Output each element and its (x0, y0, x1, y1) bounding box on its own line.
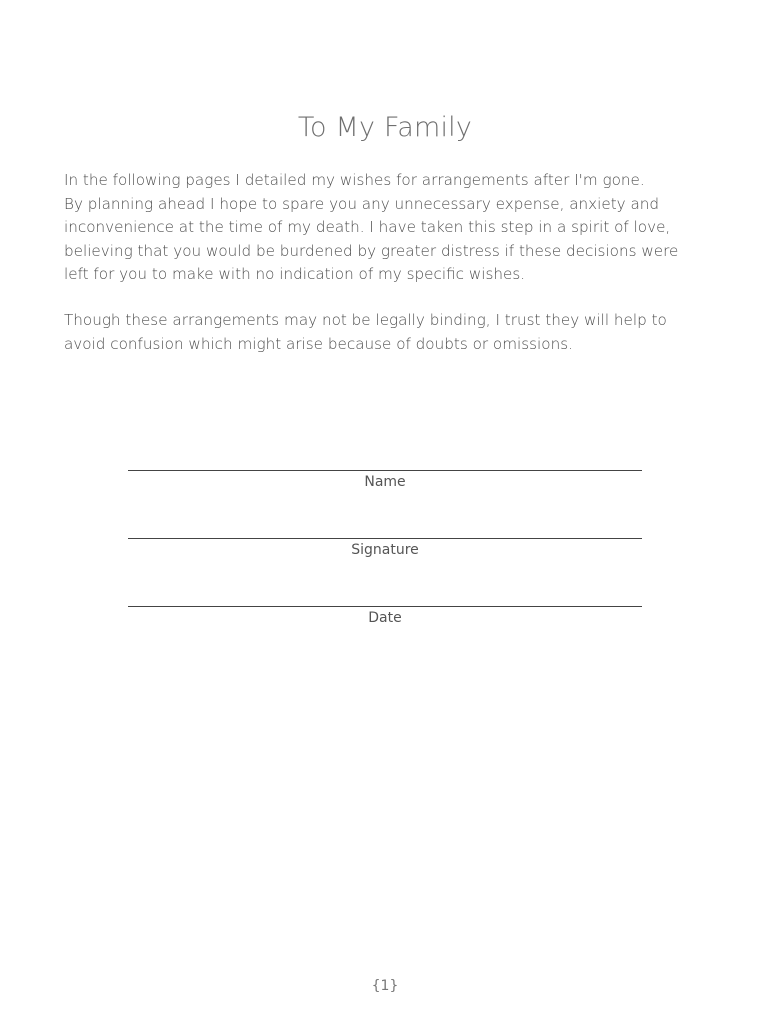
paragraph-line: In the following pages I detailed my wishes for arrangements after I'm gone. (64, 171, 645, 189)
paragraph-line: believing that you would be burdened by greater distress if these decisions were (64, 241, 679, 260)
page-title: To My Family (297, 112, 473, 143)
date-field[interactable] (128, 606, 642, 626)
date-field-line (128, 606, 642, 607)
name-field[interactable] (128, 470, 642, 490)
signature-label: Signature (351, 542, 419, 558)
signature-field[interactable] (128, 538, 642, 558)
name-label: Name (364, 474, 406, 490)
page-number: {1} (371, 978, 399, 994)
paragraph-line: By planning ahead I hope to spare you any unnecessary expense, anxiety and (64, 194, 660, 213)
paragraph-line: left for you to make with no indication of my specific wishes. (64, 265, 526, 283)
paragraph-line: Though these arrangements may not be legally binding, I trust they will help to (64, 311, 667, 329)
paragraph-line: inconvenience at the time of my death. I have taken this step in a spirit of love, (64, 218, 671, 236)
signature-field-line (128, 538, 642, 539)
intro-paragraph (64, 169, 704, 287)
legal-note-paragraph (64, 309, 704, 356)
name-field-line (128, 470, 642, 471)
date-label: Date (368, 610, 402, 626)
paragraph-line: avoid confusion which might arise because of doubts or omissions. (64, 334, 573, 353)
